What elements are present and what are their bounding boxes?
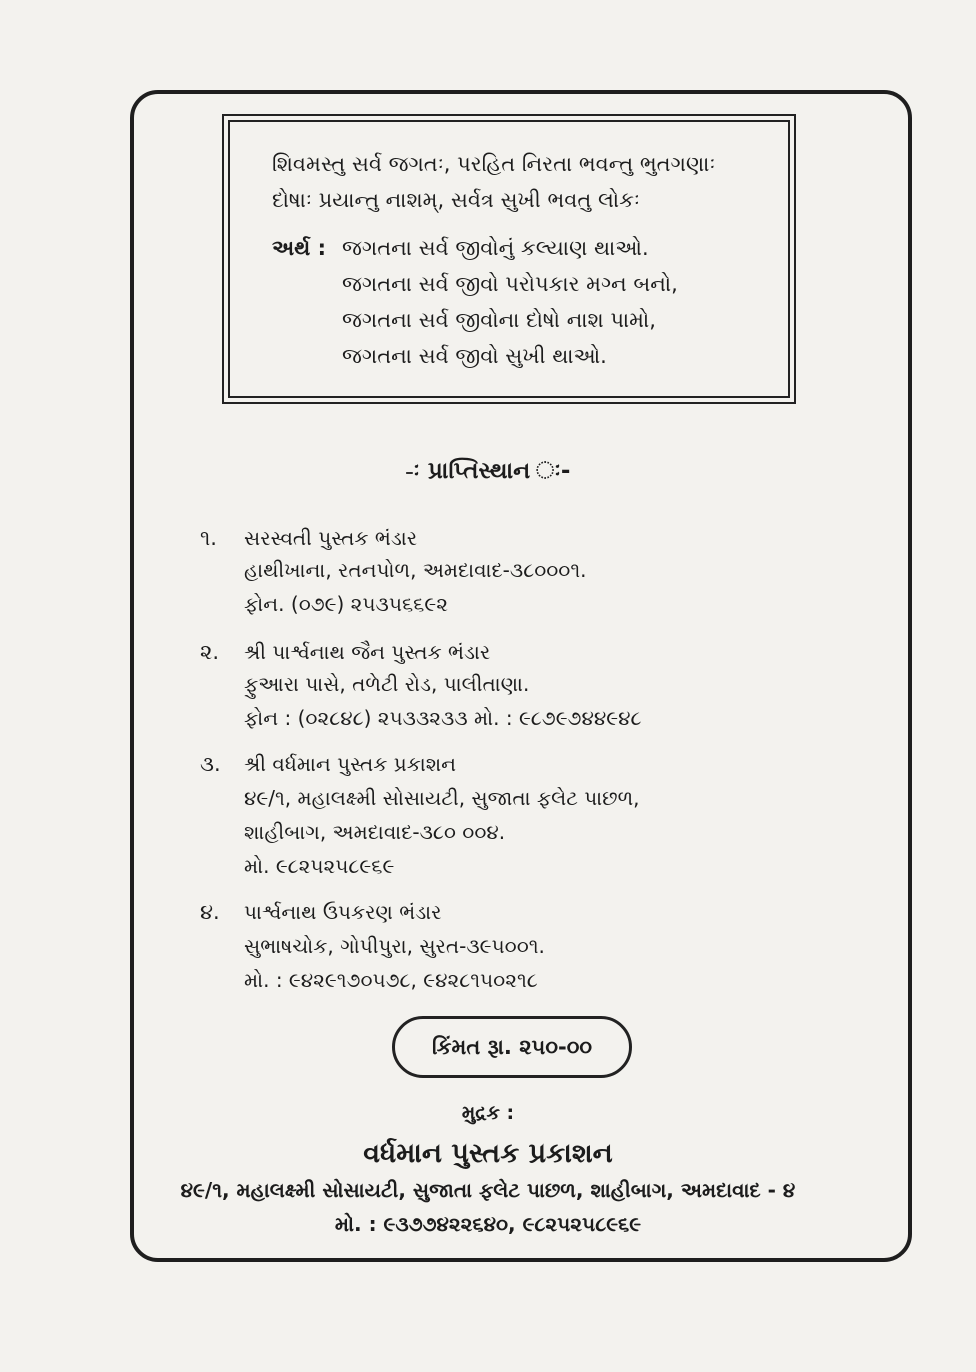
address-3-line-1: ૪૯/૧, મહાલક્ષ્મી સોસાયટી, સુજાતા ફલેટ પાછળ, xyxy=(244,786,640,810)
address-3-line-3: મો. ૯૮૨૫૨૫૮૯૬૯ xyxy=(244,854,395,878)
address-1-line-1: હાથીખાના, રતનપોળ, અમદાવાદ-૩૮૦૦૦૧. xyxy=(244,558,587,582)
meaning-line-4: જગતના સર્વ જીવો સુખી થાઓ. xyxy=(342,344,607,368)
address-1-name: સરસ્વતી પુસ્તક ભંડાર xyxy=(244,526,418,550)
address-1-line-2: ફોન. (૦૭૯) ૨૫૩૫૬૬૯૨ xyxy=(244,592,448,616)
address-2-name: શ્રી પાર્શ્વનાથ જૈન પુસ્તક ભંડાર xyxy=(244,640,491,664)
address-2-line-2: ફોન : (૦૨૮૪૮) ૨૫૩૩૨૩૩ મો. : ૯૮૭૯૭૪૪૯૪૮ xyxy=(244,706,642,730)
printer-name: વર્ધમાન પુસ્તક પ્રકાશન xyxy=(363,1138,613,1169)
verse-line-2: દોષાઃ પ્રયાન્તુ નાશમ્, સર્વત્ર સુખી ભવતુ લોકઃ xyxy=(272,188,640,212)
address-4-line-2: મો. : ૯૪૨૯૧૭૦૫૭૮, ૯૪૨૮૧૫૦૨૧૮ xyxy=(244,968,538,992)
verse-box-inner xyxy=(228,120,790,398)
verse-line-1: શિવમસ્તુ સર્વ જગતઃ, પરહિત નિરતા ભવન્તુ ભુતગણાઃ xyxy=(272,152,716,176)
price-badge xyxy=(392,1016,632,1078)
meaning-line-2: જગતના સર્વ જીવો પરોપકાર મગ્ન બનો, xyxy=(342,272,678,296)
address-4-name: પાર્શ્વનાથ ઉપકરણ ભંડાર xyxy=(244,900,442,924)
address-1-number: ૧. xyxy=(200,526,217,550)
availability-heading: -ઃ પ્રાપ્તિસ્થાન ઃ- xyxy=(405,458,571,484)
address-2-number: ૨. xyxy=(200,640,220,664)
verse-box xyxy=(222,114,796,404)
address-4-line-1: સુભાષચોક, ગોપીપુરા, સુરત-૩૯૫૦૦૧. xyxy=(244,934,545,958)
address-3-number: ૩. xyxy=(200,752,221,776)
printer-phone: મો. : ૯૩૭૭૪૨૨૬૪૦, ૯૮૨૫૨૫૮૯૬૯ xyxy=(334,1212,642,1236)
meaning-line-3: જગતના સર્વ જીવોના દોષો નાશ પામો, xyxy=(342,308,656,332)
meaning-line-1: જગતના સર્વ જીવોનું કલ્યાણ થાઓ. xyxy=(342,236,649,260)
printer-label: મુદ્રક : xyxy=(461,1102,515,1124)
price-text: કિંમત રૂા. ૨૫૦-૦૦ xyxy=(431,1034,592,1059)
address-2-line-1: ફુઆરા પાસે, તળેટી રોડ, પાલીતાણા. xyxy=(244,672,530,696)
address-3-line-2: શાહીબાગ, અમદાવાદ-૩૮૦ ૦૦૪. xyxy=(244,820,506,844)
address-3-name: શ્રી વર્ધમાન પુસ્તક પ્રકાશન xyxy=(244,752,457,776)
printer-address: ૪૯/૧, મહાલક્ષ્મી સોસાયટી, સુજાતા ફલેટ પાછળ, શાહીબાગ, અમદાવાદ - ૪ xyxy=(180,1178,796,1202)
address-4-number: ૪. xyxy=(200,900,220,924)
meaning-label: અર્થ : xyxy=(272,236,326,260)
